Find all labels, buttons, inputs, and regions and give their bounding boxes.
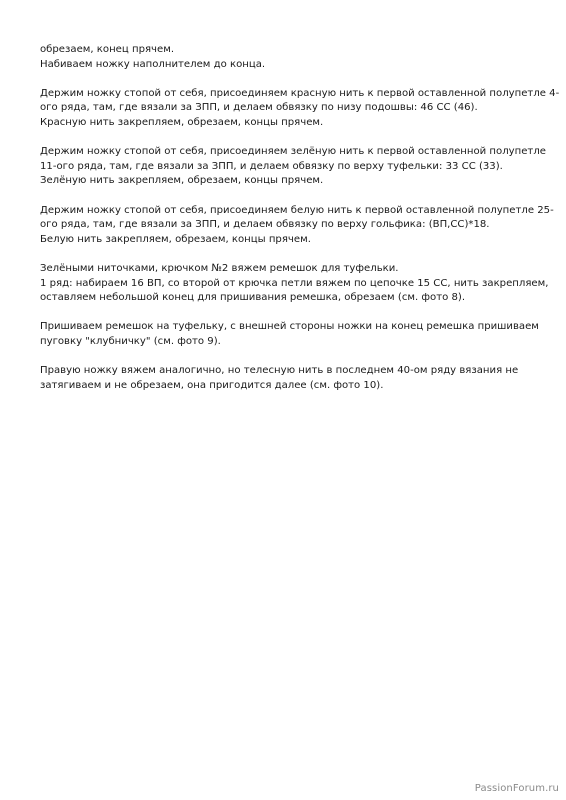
text-line: Пришиваем ремешок на туфельку, с внешней стороны ножки на конец ремешка пришиваем	[40, 321, 539, 333]
text-line: обрезаем, конец прячем.	[40, 44, 175, 55]
text-line: ого ряда, там, где вязали за ЗПП, и делаем обвязку по верху гольфика: (ВП,СС)*18.	[40, 219, 490, 231]
text-line: Держим ножку стопой от себя, присоединяем зелёную нить к первой оставленной полупетле	[40, 146, 546, 158]
paragraph	[40, 364, 540, 393]
text-line: затягиваем и не обрезаем, она пригодится далее (см. фото 10).	[40, 379, 384, 391]
text-line: Правую ножку вяжем аналогично, но телесную нить в последнем 40-ом ряду вязания не	[40, 365, 519, 377]
text-line: пуговку "клубничку" (см. фото 9).	[40, 335, 221, 347]
paragraph	[40, 43, 540, 72]
watermark: PassionForum.ru	[474, 783, 559, 794]
text-line: Красную нить закрепляем, обрезаем, концы прячем.	[40, 116, 324, 128]
document-body	[40, 43, 560, 408]
text-line: Держим ножку стопой от себя, присоединяем белую нить к первой оставленной полупетле 25-	[40, 204, 554, 216]
paragraph	[40, 87, 560, 131]
text-line: Зелёную нить закрепляем, обрезаем, концы прячем.	[40, 175, 324, 187]
text-line: оставляем небольшой конец для пришивания ремешка, обрезаем (см. фото 8).	[40, 292, 466, 304]
text-line: 11-ого ряда, там, где вязали за ЗПП, и делаем обвязку по верху туфельки: 33 СС (33).	[40, 160, 503, 172]
text-line: Белую нить закрепляем, обрезаем, концы прячем.	[40, 233, 311, 245]
text-line: ого ряда, там, где вязали за ЗПП, и делаем обвязку по низу подошвы: 46 СС (46).	[40, 102, 478, 114]
text-line: Держим ножку стопой от себя, присоединяем красную нить к первой оставленной полупетле 4-	[40, 87, 560, 99]
paragraph	[40, 145, 546, 189]
paragraph	[40, 262, 549, 306]
text-line: 1 ряд: набираем 16 ВП, со второй от крючка петли вяжем по цепочке 15 СС, нить закрепляем,	[40, 277, 549, 289]
paragraph	[40, 204, 554, 248]
text-line: Зелёными ниточками, крючком №2 вяжем ремешок для туфельки.	[40, 262, 399, 274]
paragraph	[40, 320, 540, 349]
text-line: Набиваем ножку наполнителем до конца.	[40, 58, 266, 70]
